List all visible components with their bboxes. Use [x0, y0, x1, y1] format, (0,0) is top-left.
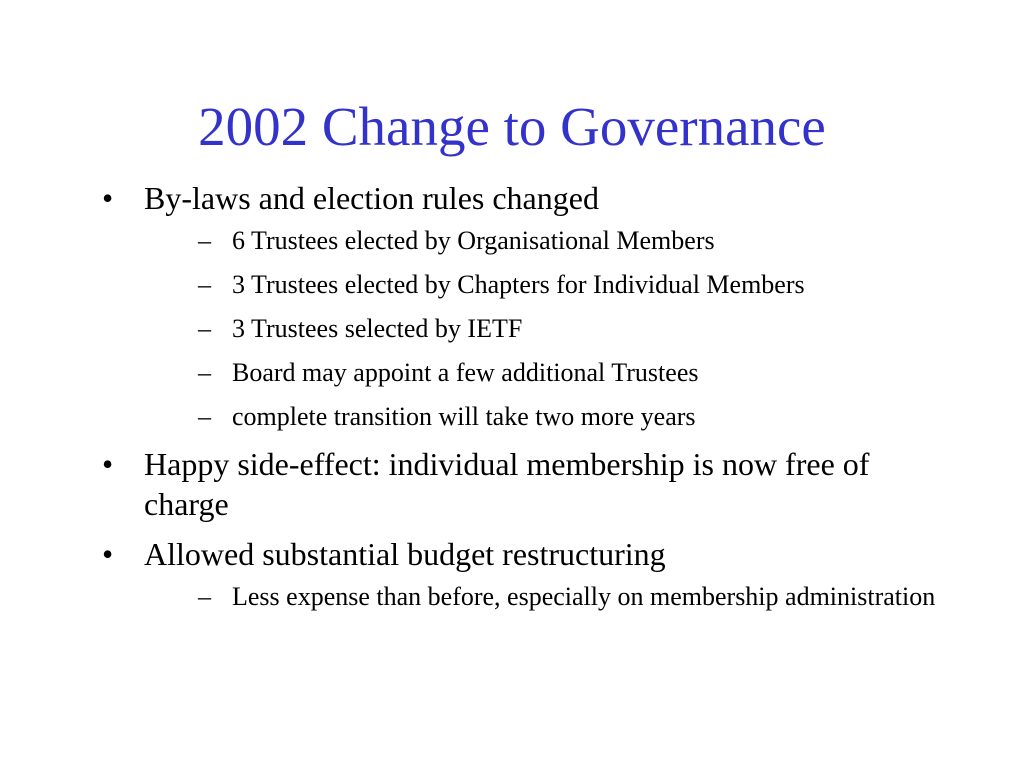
sub-bullet-text: Less expense than before, especially on membership administration [232, 582, 936, 611]
sub-bullet-text: complete transition will take two more years [232, 402, 696, 431]
bullet-marker: • [102, 180, 114, 216]
sub-bullet-marker: – [198, 226, 211, 255]
bullet-bylaws [100, 178, 950, 434]
sub-bullet-item [188, 268, 950, 302]
bullet-text: By-laws and election rules changed [144, 180, 599, 216]
bullet-budget [100, 534, 950, 614]
slide-body [100, 178, 950, 614]
sub-bullet-item [188, 400, 950, 434]
bullet-text: Happy side-effect: individual membership is now free of charge [144, 446, 870, 522]
sub-bullet-text: 6 Trustees elected by Organisational Members [232, 226, 715, 255]
sub-bullet-marker: – [198, 582, 211, 611]
slide-title: 2002 Change to Governance [198, 96, 826, 157]
sub-bullet-item [188, 312, 950, 346]
sub-bullet-text: 3 Trustees selected by IETF [232, 314, 523, 343]
sub-bullet-text: 3 Trustees elected by Chapters for Individual Members [232, 270, 805, 299]
sub-bullet-marker: – [198, 270, 211, 299]
bullet-marker: • [102, 536, 114, 572]
sub-bullet-item [188, 356, 950, 390]
sub-bullet-marker: – [198, 358, 211, 387]
sub-bullet-item [188, 580, 950, 614]
sub-bullet-marker: – [198, 314, 211, 343]
bullet-side-effect [100, 444, 950, 524]
sub-bullet-marker: – [198, 402, 211, 431]
bullet-marker: • [102, 446, 114, 482]
bullet-text: Allowed substantial budget restructuring [144, 536, 666, 572]
sub-bullet-item [188, 224, 950, 258]
sub-bullet-text: Board may appoint a few additional Trustees [232, 358, 699, 387]
sub-bullet-list [144, 224, 950, 434]
sub-bullet-list [144, 580, 950, 614]
